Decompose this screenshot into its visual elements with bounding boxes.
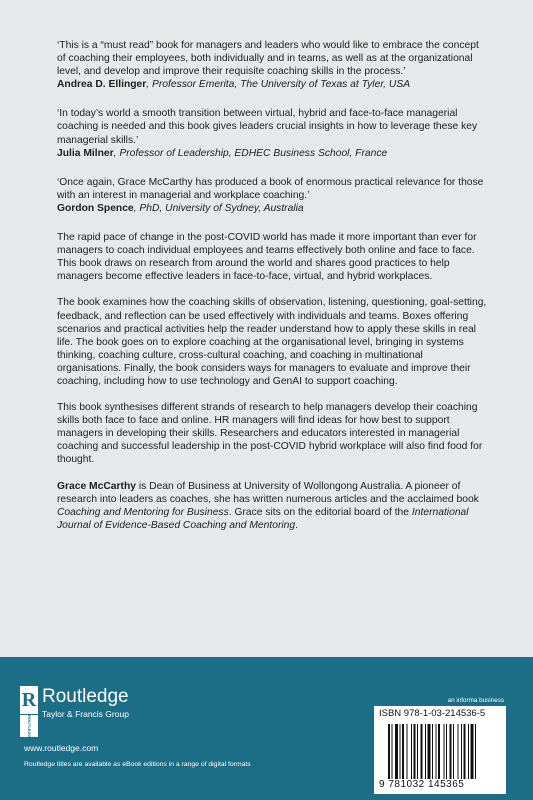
journal-title: International Journal of Evidence-Based Coaching and Mentoring xyxy=(57,506,469,531)
endorsement-1 xyxy=(57,39,487,91)
barcode-digits: 9 781032 145365 xyxy=(379,779,465,790)
isbn-label: ISBN 978-1-03-214536-5 xyxy=(379,708,486,719)
endorsement-quote: ‘This is a “must read” book for managers and leaders who would like to embrace the concept of coaching their employees, both individually and in teams, as well as at the organizational level, and develop and improve their requisite coaching skills in the process.’ xyxy=(57,40,479,78)
endorser-name: Andrea D. Ellinger xyxy=(57,79,147,91)
routledge-logo-vertical-text: ROUTLEDGE xyxy=(20,715,38,737)
book-title: Coaching and Mentoring for Business xyxy=(57,506,229,518)
routledge-logo xyxy=(20,686,38,714)
endorser-name: Gordon Spence xyxy=(57,202,134,214)
endorser-title: , Professor Emerita, The University of Texas at Tyler, USA xyxy=(146,79,411,91)
endorsement-2 xyxy=(57,107,487,159)
endorser-title: , Professor of Leadership, EDHEC Business School, France xyxy=(113,147,388,159)
endorser-name: Julia Milner xyxy=(57,147,114,159)
author-name: Grace McCarthy xyxy=(57,480,136,492)
author-bio: Grace McCarthy is Dean of Business at University of Wollongong Australia. A pioneer of research into leaders as coaches, she has written numerous articles and the acclaimed book Coaching and Mentoring for Business. Grace sits on the editorial board of the International Journal of Evidence-Based Coaching and Mentoring. xyxy=(57,480,479,531)
description-paragraph: The book examines how the coaching skills of observation, listening, questioning, goal-setting, feedback, and reflection can be used effectively with individuals and teams. Boxes offering scenarios and practical activities help the reader understand how to apply these skills in real life. The book goes on to explore coaching at the organisational level, bringing in systems thinking, coaching culture, cross-cultural coaching, and coaching in multinational organisations. Finally, the book considers ways for managers to evaluate and improve their coaching, including how to use technology and GenAI to support coaching. xyxy=(57,297,487,387)
ebook-note: Routledge titles are available as eBook editions in a range of digital formats xyxy=(24,761,251,768)
description-paragraph: This book synthesises different strands of research to help managers develop their coaching skills both face to face and online. HR managers will find ideas for how best to support managers in developing their skills. Researchers and educators interested in managerial coaching and successful leadership in the post-COVID hybrid workplace will also find food for thought. xyxy=(57,402,483,466)
endorsement-quote: ‘In today’s world a smooth transition between virtual, hybrid and face-to-face managerial coaching is needed and this book gives leaders crucial insights in how to leverage these key managerial skills.’ xyxy=(57,108,478,146)
publisher-url: www.routledge.com xyxy=(24,743,99,753)
back-cover-text xyxy=(57,39,487,532)
description-paragraph: The rapid pace of change in the post-COVID world has made it more important than ever for managers to coach individual employees and teams effectively both online and face to face. This book draws on research from around the world and shares good practices to help managers become effective leaders in face-to-face, virtual, and hybrid workplaces. xyxy=(57,232,477,283)
publisher-name: Routledge xyxy=(42,686,129,707)
informa-tagline: an informa business xyxy=(447,697,504,704)
endorser-title: , PhD, University of Sydney, Australia xyxy=(133,202,304,214)
endorsement-3 xyxy=(57,176,487,215)
routledge-logo-letter: R xyxy=(21,689,37,711)
barcode xyxy=(388,724,500,779)
endorsement-quote: ‘Once again, Grace McCarthy has produced a book of enormous practical relevance for those with an interest in managerial and workplace coaching.’ xyxy=(57,176,484,201)
publisher-group: Taylor & Francis Group xyxy=(42,709,129,719)
